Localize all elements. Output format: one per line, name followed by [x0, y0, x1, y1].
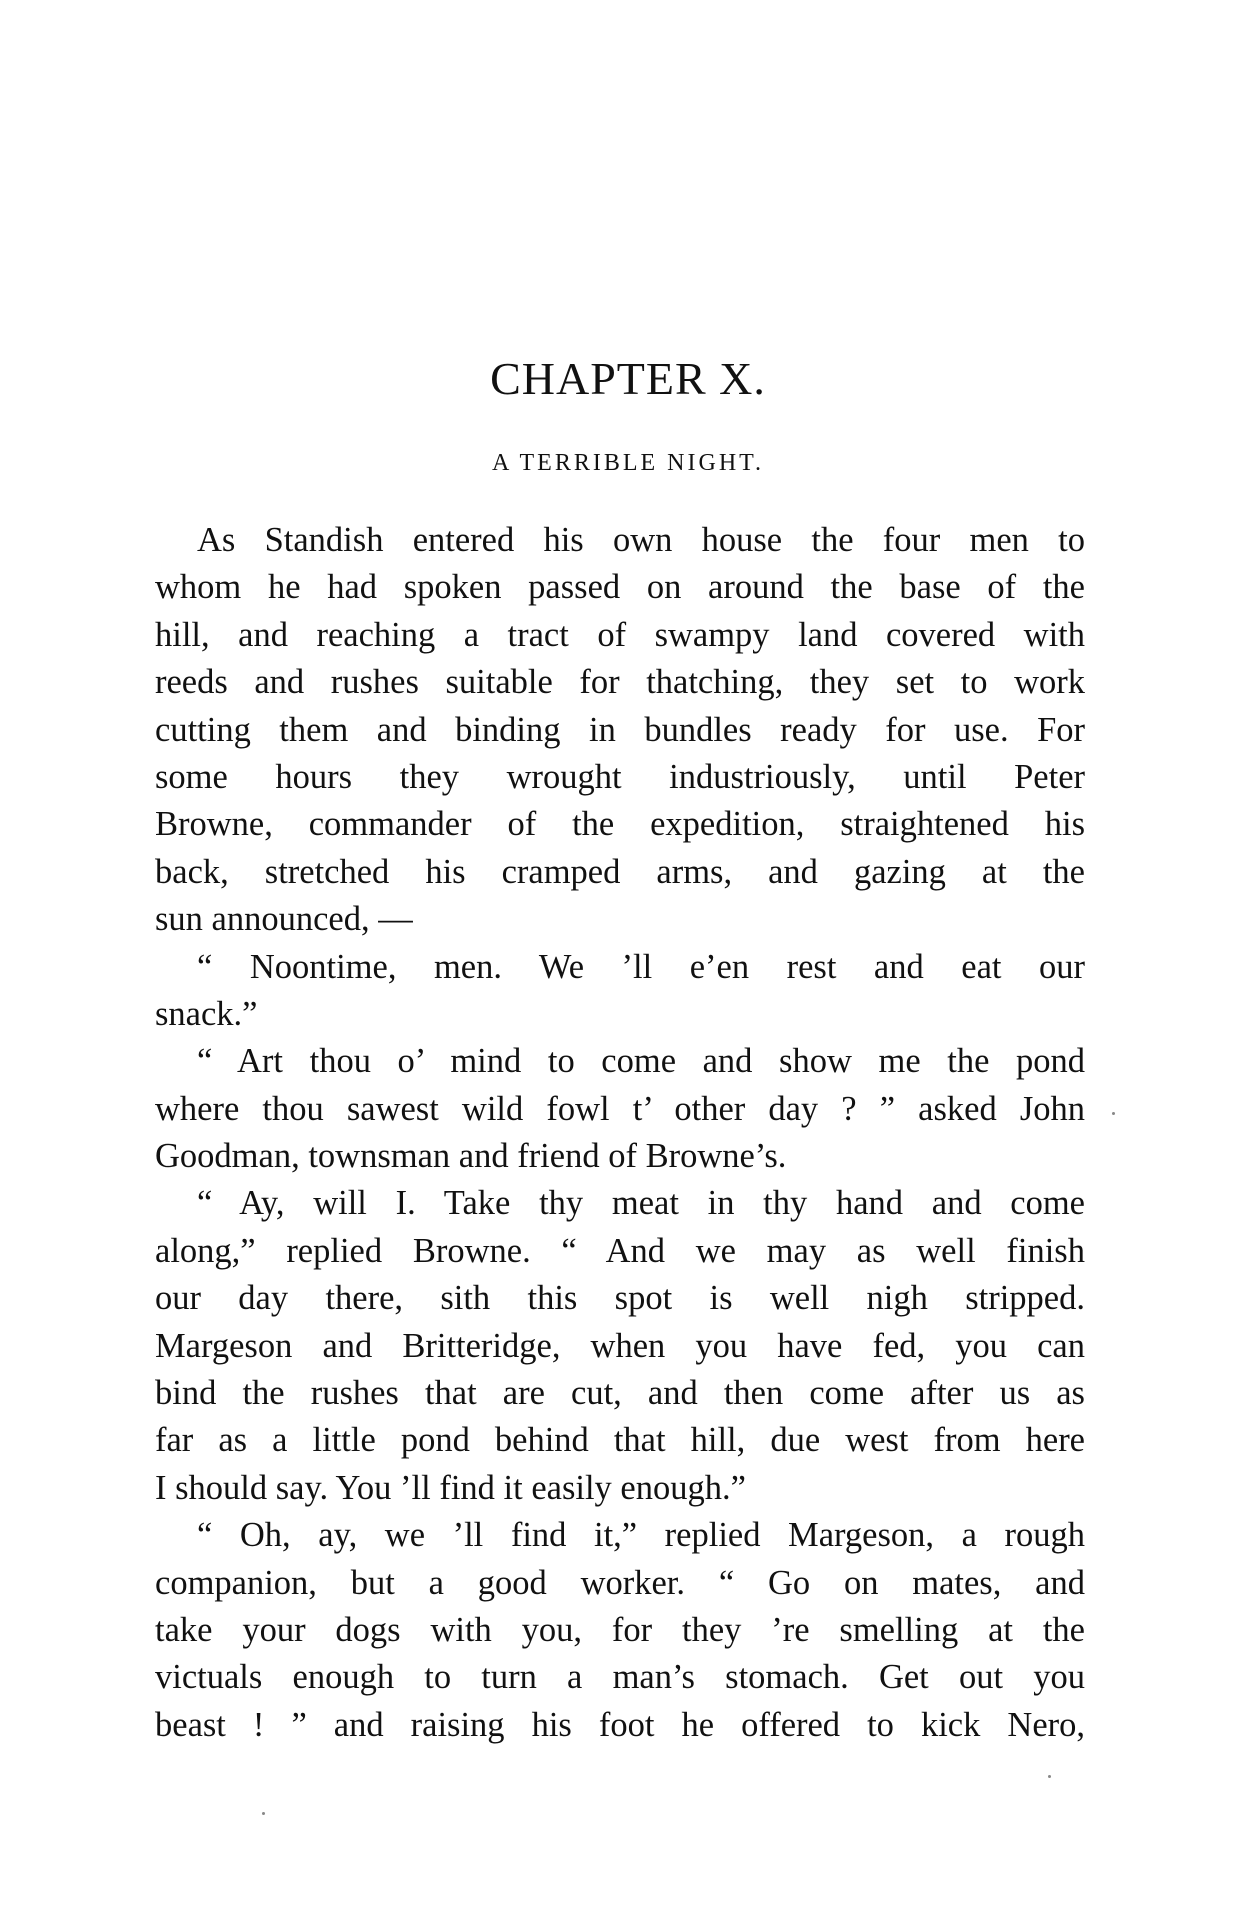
text-line: companion, but a good worker. “ Go on mates, and [155, 1563, 1085, 1602]
chapter-title: CHAPTER X. [490, 353, 766, 404]
text-line: I should say. You ’ll find it easily enough.” [155, 1468, 746, 1507]
paragraph [155, 1512, 1085, 1749]
text-line: along,” replied Browne. “ And we may as well finish [155, 1231, 1085, 1270]
text-line: far as a little pond behind that hill, due west from here [155, 1421, 1085, 1460]
text-line: where thou sawest wild fowl t’ other day ? ” asked John [155, 1089, 1085, 1128]
text-line: Browne, commander of the expedition, straightened his [155, 805, 1085, 844]
text-line: sun announced, — [155, 900, 413, 939]
text-line: snack.” [155, 994, 258, 1033]
text-line: beast ! ” and raising his foot he offered to kick Nero, [155, 1705, 1085, 1744]
text-line: “ Noontime, men. We ’ll e’en rest and eat our [197, 947, 1085, 986]
scan-speck [262, 1812, 265, 1815]
text-line: back, stretched his cramped arms, and gazing at the [155, 852, 1085, 891]
scan-speck [1112, 1112, 1115, 1115]
text-line: hill, and reaching a tract of swampy land covered with [155, 615, 1085, 654]
paragraph [155, 517, 1085, 944]
text-line: “ Oh, ay, we ’ll find it,” replied Margeson, a rough [197, 1516, 1085, 1555]
text-line: “ Art thou o’ mind to come and show me the pond [197, 1042, 1085, 1081]
text-line: victuals enough to turn a man’s stomach. Get out you [155, 1658, 1085, 1697]
text-line: Margeson and Britteridge, when you have fed, you can [155, 1326, 1085, 1365]
text-line: cutting them and binding in bundles ready for use. For [155, 710, 1085, 749]
paragraph [155, 944, 1085, 1039]
scan-speck [1048, 1775, 1051, 1778]
text-line: our day there, sith this spot is well nigh stripped. [155, 1279, 1085, 1318]
text-line: “ Ay, will I. Take thy meat in thy hand and come [197, 1184, 1085, 1223]
text-line: reeds and rushes suitable for thatching, they set to work [155, 663, 1085, 702]
text-line: Goodman, townsman and friend of Browne’s. [155, 1137, 787, 1176]
paragraph [155, 1180, 1085, 1512]
chapter-subtitle: A TERRIBLE NIGHT. [491, 450, 765, 476]
chapter-body [155, 517, 1085, 1749]
paragraph [155, 1038, 1085, 1180]
text-line: whom he had spoken passed on around the base of the [155, 568, 1085, 607]
text-line: some hours they wrought industriously, until Peter [155, 757, 1085, 796]
text-line: bind the rushes that are cut, and then come after us as [155, 1374, 1085, 1413]
text-line: As Standish entered his own house the four men to [197, 521, 1085, 559]
text-line: take your dogs with you, for they ’re smelling at the [155, 1610, 1085, 1649]
